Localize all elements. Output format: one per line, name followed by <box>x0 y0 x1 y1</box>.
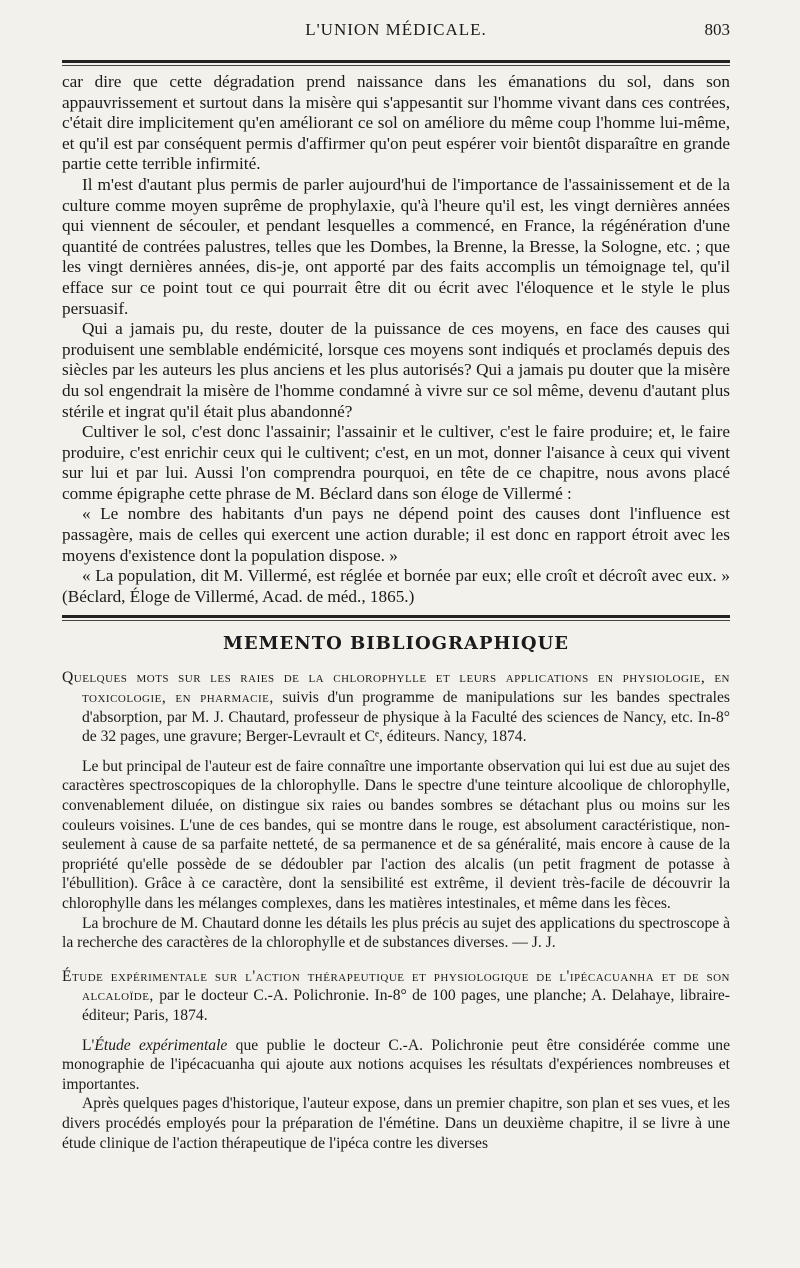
entry-heading <box>62 668 730 746</box>
running-title: L'UNION MÉDICALE. <box>305 20 487 39</box>
entry-title: Quelques mots sur les raies de la chlorophylle et leurs applications en physiologie, en toxicologie, en pharmacie, <box>62 669 730 707</box>
entry-heading <box>62 967 730 1026</box>
text-run: que publie le docteur C.-A. Polichronie peut être considérée comme une monographie de l'ipécacuanha qui ajoute aux notions acquises les résultats d'expériences nombreuses et importantes. <box>62 1036 730 1093</box>
paragraph: Il m'est d'autant plus permis de parler aujourd'hui de l'importance de l'assainissement et de la culture comme moyen suprême de prophylaxie, qu'à l'heure qu'il est, les vingt dernières années qui viennent de sécouler, et pendant lesquelles a commencé, en France, la régénération d'une quantité de contrées palustres, telles que les Dombes, la Brenne, la Bresse, la Sologne, etc. ; que les vingt dernières années, dis-je, ont apporté par des faits accomplis un témoignage tel, qu'il efface sur ce point tout ce qui pourrait être dit ou écrit avec l'éloquence et le style le plus persuasif. <box>62 174 730 318</box>
review-paragraph: La brochure de M. Chautard donne les détails les plus précis au sujet des applications du spectroscope à la recherche des caractères de la chlorophylle et de substances diverses. — J. J. <box>62 914 730 952</box>
italic-title: Étude expérimentale <box>94 1036 228 1054</box>
divider-thin <box>62 620 730 621</box>
divider-thick <box>62 615 730 618</box>
header-rule <box>62 60 730 63</box>
review-paragraph <box>62 1036 730 1095</box>
review-paragraph: Le but principal de l'auteur est de faire connaître une importante observation qui lui est due au sujet des caractères spectroscopiques de la chlorophylle. Dans le spectre d'une teinture alcoolique de chlorophylle, convenablement diluée, on distingue six raies ou bandes sombres se détachant plus ou moins sur les couleurs voisines. L'une de ces bandes, qui se montre dans le rouge, est absolument caractéristique, non-seulement à cause de sa parfaite netteté, de sa permanence et de sa généralité, mais encore à cause de la propriété qu'elle possède de se dédoubler par l'action des alcalis (un petit fragment de potasse à l'ébullition). Grâce à ce caractère, dont la sensibilité est extrême, il devient très-facile de découvrir la chlorophylle dans les mélanges complexes, dans les matières intestinales, et même dans les fèces. <box>62 757 730 912</box>
section-title: MEMENTO BIBLIOGRAPHIQUE <box>222 633 570 655</box>
entry-details: par le docteur C.-A. Polichronie. In-8° de 100 pages, une planche; A. Delahaye, libraire-éditeur; Paris, 1874. <box>82 987 730 1024</box>
paragraph: car dire que cette dégradation prend naissance dans les émanations du sol, dans son appauvrissement et surtout dans la misère qui s'appesantit sur l'homme vivant dans ces contrées, c'était dire implicitement qu'en améliorant ce sol on améliore du même coup l'homme lui-même, et qu'il est par conséquent permis d'affirmer qu'on peut espérer voir bientôt disparaître en grande partie cette terrible infirmité. <box>62 72 730 174</box>
entry-details: suivis d'un programme de manipulations sur les bandes spectrales d'absorption, par M. J. Chautard, professeur de physique à la Faculté des sciences de Nancy, etc. In-8° de 32 pages, une gravure; Berger-Levrault et Cᵉ, éditeurs. Nancy, 1874. <box>82 689 730 746</box>
paragraph: Qui a jamais pu, du reste, douter de la puissance de ces moyens, en face des causes qui produisent une semblable endémicité, lorsque ces moyens sont indiqués et proclamés depuis des siècles par les auteurs les plus anciens et les plus autorisés? Qui a jamais pu douter que la misère du sol engendrait la misère de l'homme condamné à vivre sur ce sol même, devenu d'autant plus stérile et ingrat qu'il était plus abandonné? <box>62 319 730 421</box>
entry-title: Étude expérimentale sur l'action thérapeutique et physiologique de l'ipécacuanha et de son alcaloïde, <box>62 967 730 1005</box>
bibliography <box>62 668 730 1153</box>
paragraph: Cultiver le sol, c'est donc l'assainir; l'assainir et le cultiver, c'est le faire produire; et, le faire produire, c'est enrichir ceux qui le cultivent; c'est, en un mot, donner l'aisance à ceux qui vivent sur lui et par lui. Aussi l'on comprendra pourquoi, en tête de ce chapitre, nous avons placé comme épigraphe cette phrase de M. Béclard dans son éloge de Villermé : <box>62 422 730 503</box>
header-rule-thin <box>62 65 730 66</box>
page-number: 803 <box>704 20 730 39</box>
section-divider <box>62 615 730 621</box>
text-run: L' <box>82 1036 95 1054</box>
review-paragraph: Après quelques pages d'historique, l'auteur expose, dans un premier chapitre, son plan et ses vues, et les divers procédés employés pour la préparation de l'émétine. Dans un deuxième chapitre, il se livre à une étude clinique de l'action thérapeutique de l'ipéca contre les diverses <box>62 1095 730 1152</box>
running-header <box>62 20 730 46</box>
quote-paragraph: « La population, dit M. Villermé, est réglée et bornée par eux; elle croît et décroît avec eux. » (Béclard, Éloge de Villermé, Acad. de méd., 1865.) <box>62 566 730 606</box>
article-body <box>62 72 730 607</box>
quote-paragraph: « Le nombre des habitants d'un pays ne dépend point des causes dont l'influence est passagère, mais de celles qui exercent une action durable; il est donc en rapport étroit avec les moyens d'existence dont la population dispose. » <box>62 504 730 565</box>
